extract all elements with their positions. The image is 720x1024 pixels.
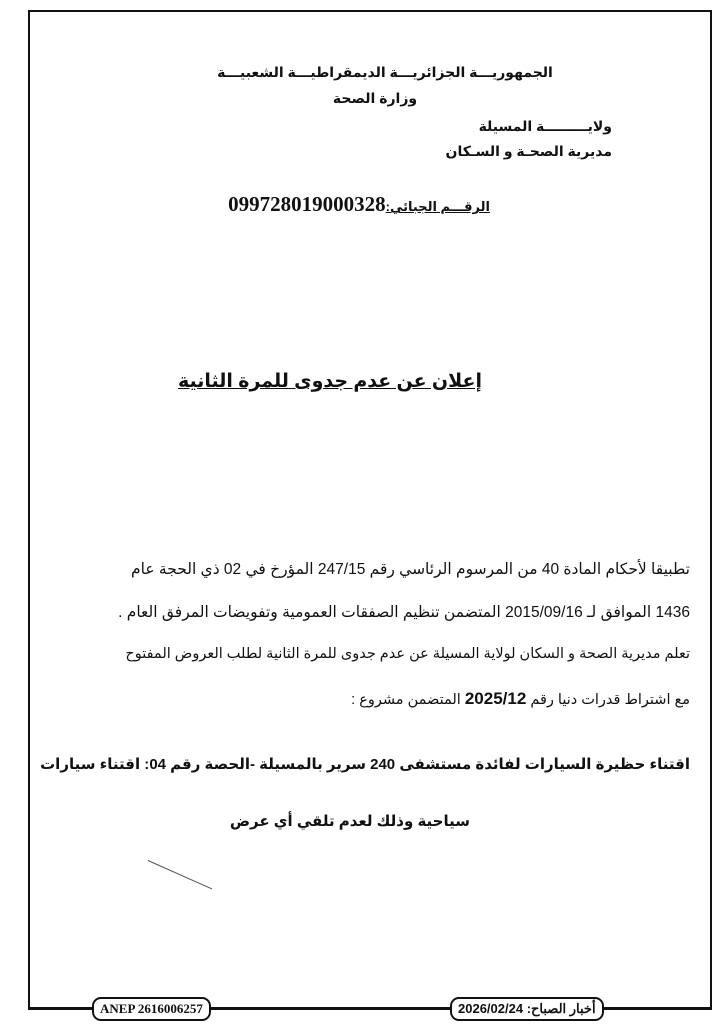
- notice-title: إعلان عن عدم جدوى للمرة الثانية: [178, 371, 482, 392]
- ministry-heading: وزارة الصحة: [332, 90, 418, 106]
- body-line-5: اقتناء حظيرة السيارات لفائدة مستشفى 240 سرير بالمسيلة -الحصة رقم 04: اقتناء سيارات: [40, 756, 690, 773]
- body-line-3: تعلم مديرية الصحة و السكان لولاية المسيلة عن عدم جدوى للمرة الثانية لطلب العروض المفتوح: [125, 646, 690, 662]
- document-border: [28, 10, 712, 1010]
- body-line-1: تطبيقا لأحكام المادة 40 من المرسوم الرئاسي رقم 247/15 المؤرخ في 02 ذي الحجة عام: [131, 561, 690, 578]
- body-line-4-post: المتضمن مشروع :: [351, 692, 461, 708]
- tax-id-label: الرقـــم الجبائي:: [385, 199, 490, 214]
- wilaya-label: ولايـــــــــة المسيلة: [478, 118, 612, 134]
- republic-heading: الجمهوريـــة الجزائريـــة الديمقراطيـــة الشعبيـــة: [217, 64, 553, 80]
- newspaper-date: أخبار الصباح: 2026/02/24: [450, 997, 604, 1021]
- body-line-6: سياحية وذلك لعدم تلقي أي عرض: [229, 813, 470, 830]
- body-line-2: 1436 الموافق لـ 2015/09/16 المتضمن تنظيم الصفقات العمومية وتفويضات المرفق العام .: [118, 604, 690, 621]
- tax-id-value: 099728019000328: [228, 192, 386, 216]
- anep-reference: ANEP 2616006257: [92, 997, 211, 1021]
- tender-number: 2025/12: [464, 689, 527, 708]
- directorate-label: مديرية الصحـة و السـكان: [445, 143, 612, 159]
- body-line-4-pre: مع اشتراط قدرات دنيا رقم: [530, 692, 690, 708]
- body-line-4: [351, 689, 690, 709]
- tax-id: [228, 192, 490, 217]
